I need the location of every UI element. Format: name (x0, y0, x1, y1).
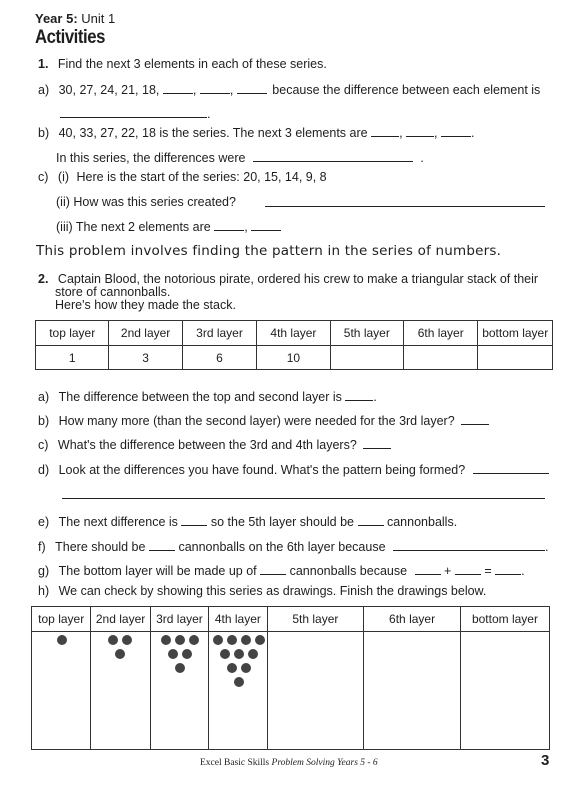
q1a-label: a) (38, 83, 50, 97)
q2f-text-2: cannonballs on the 6th layer because (178, 540, 386, 554)
q2e-text-3: cannonballs. (386, 515, 458, 529)
layers-value-4th: 10 (257, 346, 330, 370)
q2f (38, 539, 549, 554)
q1a-tail: because the difference between each element is (272, 83, 541, 97)
q1b-differences-blank[interactable] (253, 150, 413, 162)
drawings-header-3rd: 3rd layer (150, 607, 208, 632)
q1a-answer-line (60, 106, 210, 121)
q1c-iii-text: (iii) The next 2 elements are (56, 220, 211, 234)
cannonball-dot (108, 635, 118, 645)
drawings-header-4th: 4th layer (209, 607, 267, 632)
drawings-header-2nd: 2nd layer (91, 607, 150, 632)
q2d-label: d) (38, 463, 50, 477)
q2b (38, 413, 489, 428)
layers-value-6th[interactable] (404, 346, 478, 370)
layers-header-top: top layer (36, 321, 109, 346)
cannonball-dot (241, 635, 251, 645)
q1b-blank-2[interactable] (406, 125, 434, 137)
drawings-header-6th: 6th layer (364, 607, 461, 632)
cannonball-dot (161, 635, 171, 645)
q1c-i (38, 170, 327, 184)
drawings-header-5th: 5th layer (267, 607, 364, 632)
q2h-label: h) (38, 584, 50, 598)
q2d-answer-line[interactable] (62, 498, 545, 499)
drawings-cell-top (32, 632, 91, 750)
q1b-label: b) (38, 126, 50, 140)
q2g-plus: + (444, 564, 452, 578)
q2-number: 2. (38, 272, 49, 286)
q2e-text-1: The next difference is (58, 515, 178, 529)
layers-value-5th[interactable] (330, 346, 403, 370)
drawings-cell-bottom[interactable] (460, 632, 549, 750)
q2f-blank-2[interactable] (393, 539, 545, 551)
q2g-blank-1[interactable] (260, 563, 286, 575)
q1c-iii-blank-1[interactable] (214, 219, 244, 231)
q1-prompt (38, 57, 327, 71)
q2b-text: How many more (than the second layer) were needed for the 3rd layer? (58, 414, 455, 428)
q1b-sep-1: , (399, 126, 403, 140)
q2c (38, 437, 391, 452)
layers-header-4th: 4th layer (257, 321, 330, 346)
q2d-blank[interactable] (473, 462, 549, 474)
q1b-text: 40, 33, 27, 22, 18 is the series. The next 3 elements are (58, 126, 368, 140)
q2f-label: f) (38, 540, 46, 554)
q1a-blank-1[interactable] (163, 82, 193, 94)
drawings-table-header-row (32, 607, 550, 632)
layers-value-bottom[interactable] (478, 346, 553, 370)
layers-table-value-row (36, 346, 553, 370)
q2g-text-1: The bottom layer will be made up of (58, 564, 257, 578)
q2b-label: b) (38, 414, 50, 428)
drawings-cell-3rd (150, 632, 208, 750)
cannonball-dot (234, 677, 244, 687)
q2e-blank-2[interactable] (358, 514, 384, 526)
q2f-end: . (545, 540, 549, 554)
cannonball-dot (255, 635, 265, 645)
q1c-iii (56, 219, 281, 234)
pattern-note: This problem involves finding the pattern in the series of numbers. (36, 243, 502, 259)
q1a-difference-blank[interactable] (60, 106, 207, 118)
footer-series: Problem Solving Years 5 - 6 (271, 758, 378, 768)
cannonball-dot (57, 635, 67, 645)
page-number: 3 (541, 752, 550, 769)
cannonball-dot (122, 635, 132, 645)
q2a-label: a) (38, 390, 50, 404)
cannonball-dot (175, 663, 185, 673)
layers-header-5th: 5th layer (330, 321, 403, 346)
q2g-blank-3[interactable] (455, 563, 481, 575)
q1b-blank-3[interactable] (441, 125, 471, 137)
q1c-i-label: (i) (57, 170, 70, 184)
cannonball-dot (168, 649, 178, 659)
q2g-blank-4[interactable] (495, 563, 521, 575)
cannonball-dot (189, 635, 199, 645)
q1c-ii (56, 195, 236, 209)
cannonball-dot (248, 649, 258, 659)
q2e-text-2: so the 5th layer should be (210, 515, 355, 529)
q2-intro-line1 (38, 272, 538, 286)
q1b-end: . (471, 126, 475, 140)
q2a-text: The difference between the top and second layer is (58, 390, 342, 404)
q2f-text-1: There should be (55, 540, 146, 554)
cannonball-dot (241, 663, 251, 673)
q1b-sep-2: , (434, 126, 438, 140)
layers-value-top: 1 (36, 346, 109, 370)
cannonball-dot (182, 649, 192, 659)
q1b-differences (56, 150, 424, 165)
unit-label: Unit 1 (81, 11, 116, 26)
q1c-i-text: Here is the start of the series: 20, 15, 14, 9, 8 (76, 170, 327, 184)
cannonball-dot (234, 649, 244, 659)
q1a-sep-1: , (192, 83, 197, 97)
q2g-text-2: cannonballs because (289, 564, 408, 578)
layers-header-bottom: bottom layer (478, 321, 553, 346)
drawings-header-bottom: bottom layer (460, 607, 549, 632)
cannonball-dot (115, 649, 125, 659)
q2g-end: . (521, 564, 525, 578)
page-title: Activities (35, 27, 105, 48)
cannonball-dot (227, 635, 237, 645)
q2b-blank[interactable] (461, 413, 489, 425)
layers-header-2nd: 2nd layer (109, 321, 182, 346)
q2g-blank-2[interactable] (415, 563, 441, 575)
cannonball-dot (213, 635, 223, 645)
q2-text-1: Captain Blood, the notorious pirate, ordered his crew to make a triangular stack of their (57, 272, 539, 286)
q2e (38, 514, 457, 529)
footer-book-title: Excel Basic Skills (200, 758, 270, 768)
footer-book (200, 758, 378, 768)
q2a-end: . (373, 390, 377, 404)
q1a-end: . (207, 107, 211, 121)
drawings-cell-6th[interactable] (364, 632, 461, 750)
layers-value-2nd: 3 (109, 346, 182, 370)
q2a (38, 389, 377, 404)
q2h-text: We can check by showing this series as drawings. Finish the drawings below. (58, 584, 487, 598)
q1-text: Find the next 3 elements in each of these series. (57, 57, 327, 71)
q1a-sep-2: , (229, 83, 234, 97)
layers-table-header-row (36, 321, 553, 346)
cannonball-dot (227, 663, 237, 673)
q2g-label: g) (38, 564, 50, 578)
q2g-equals: = (484, 564, 492, 578)
q2g (38, 563, 525, 578)
cannonball-dot (175, 635, 185, 645)
q1c-label: c) (38, 170, 49, 184)
q2e-label: e) (38, 515, 50, 529)
q1a (38, 82, 540, 97)
q2c-blank[interactable] (363, 437, 391, 449)
drawings-cell-5th[interactable] (267, 632, 364, 750)
q1b (38, 125, 475, 140)
q2c-label: c) (38, 438, 49, 452)
q2h (38, 584, 486, 598)
layers-table (35, 320, 553, 370)
q2a-blank[interactable] (345, 389, 373, 401)
unit-heading (35, 12, 115, 26)
q2e-blank-1[interactable] (181, 514, 207, 526)
q1a-blank-3[interactable] (237, 82, 267, 94)
q1b-blank-1[interactable] (371, 125, 399, 137)
q1a-blank-2[interactable] (200, 82, 230, 94)
q1a-series: 30, 27, 24, 21, 18, (58, 83, 160, 97)
q2d-text: Look at the differences you have found. What's the pattern being formed? (58, 463, 466, 477)
q1c-ii-text: (ii) How was this series created? (56, 195, 236, 209)
q1-number: 1. (38, 57, 49, 71)
q1c-iii-sep: , (244, 220, 248, 234)
drawings-table (31, 606, 550, 750)
layers-header-3rd: 3rd layer (182, 321, 256, 346)
q2f-blank-1[interactable] (149, 539, 175, 551)
q2c-text: What's the difference between the 3rd and 4th layers? (57, 438, 357, 452)
q2d (38, 462, 549, 477)
drawings-table-body-row (32, 632, 550, 750)
q1c-ii-answer-line[interactable] (265, 206, 545, 207)
layers-header-6th: 6th layer (404, 321, 478, 346)
drawings-header-top: top layer (32, 607, 91, 632)
layers-value-3rd: 6 (182, 346, 256, 370)
q1c-iii-blank-2[interactable] (251, 219, 281, 231)
q2-intro-line3: Here's how they made the stack. (55, 298, 236, 312)
cannonball-dot (220, 649, 230, 659)
q2-intro-line2: store of cannonballs. (55, 285, 171, 299)
q1b-differences-end: . (420, 151, 424, 165)
q1b-differences-text: In this series, the differences were (56, 151, 246, 165)
year-label: Year 5: (35, 11, 78, 26)
